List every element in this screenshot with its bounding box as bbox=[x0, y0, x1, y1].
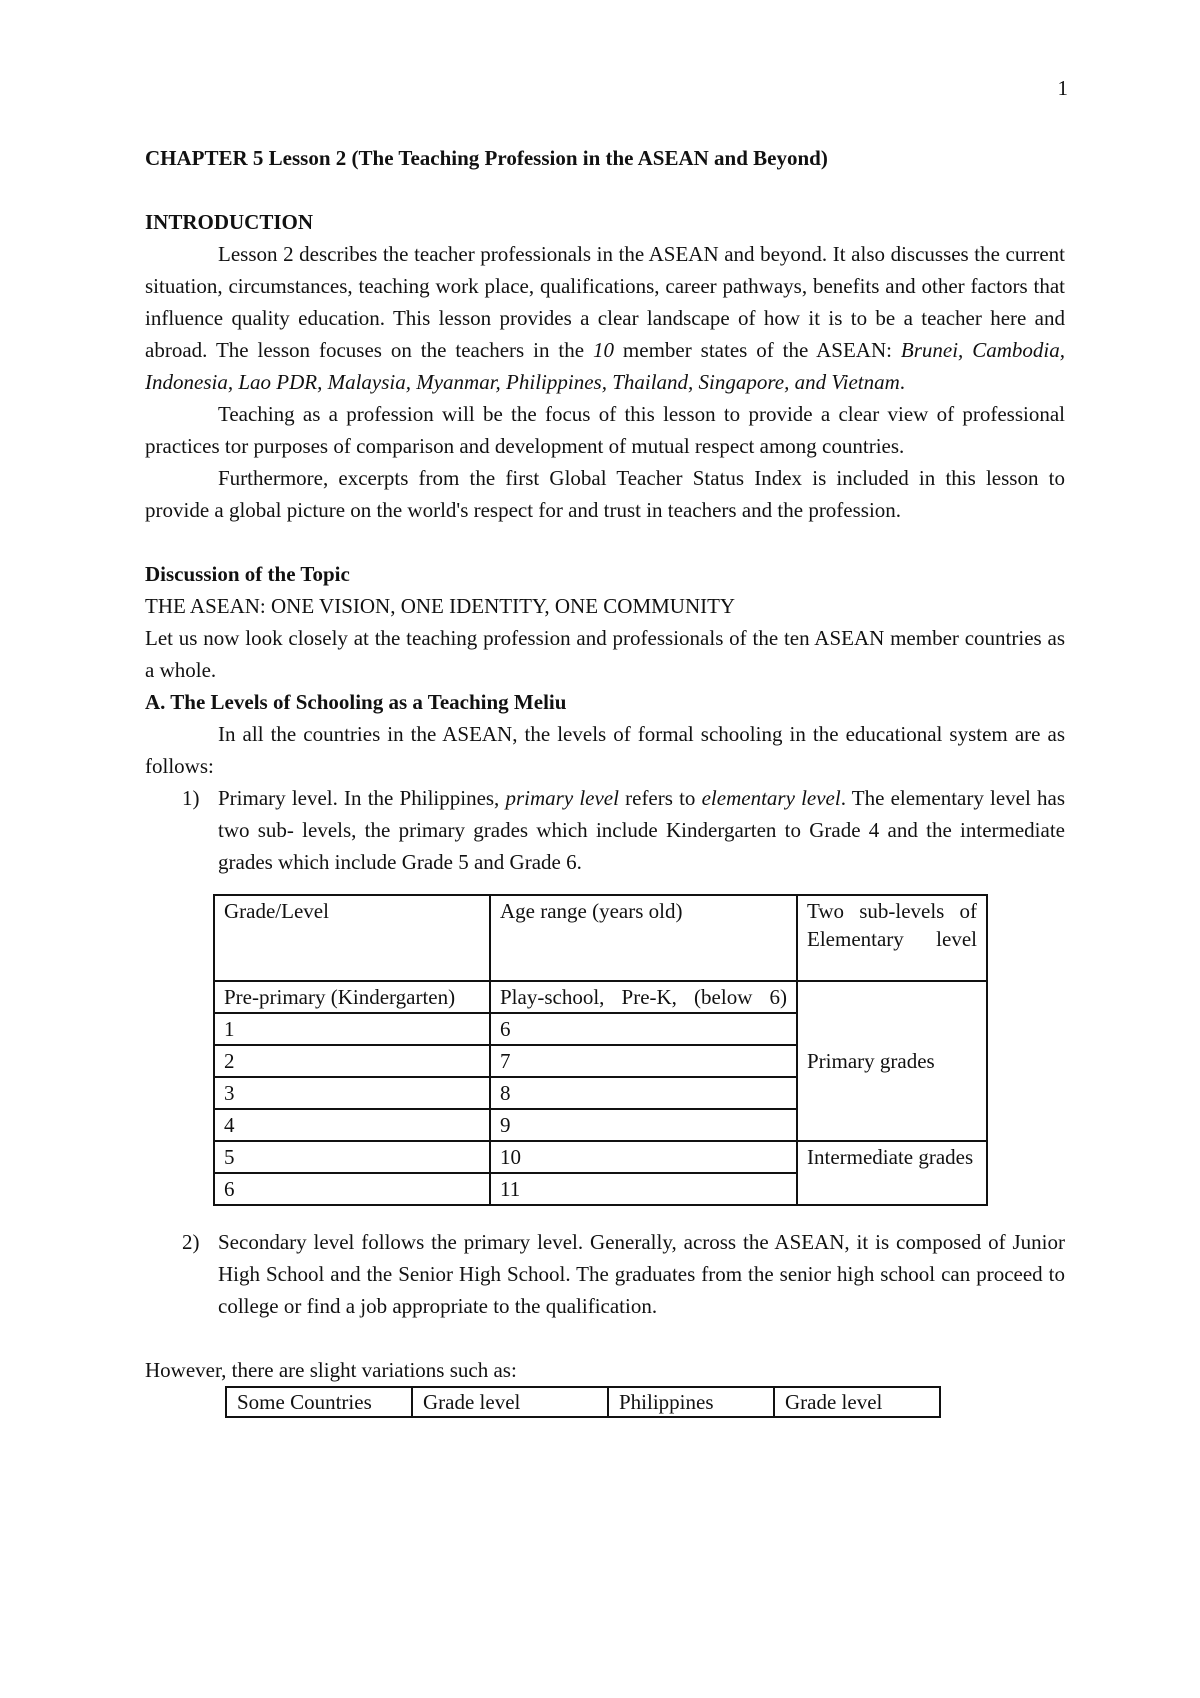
table-cell: Pre-primary (Kindergarten) bbox=[214, 981, 490, 1013]
table-header-cell: Grade level bbox=[774, 1387, 940, 1417]
table-row bbox=[214, 1141, 987, 1173]
table-cell: 11 bbox=[490, 1173, 797, 1205]
primary-grades-cell: Primary grades bbox=[797, 981, 987, 1141]
table-header-row bbox=[214, 895, 987, 981]
asean-subheading: THE ASEAN: ONE VISION, ONE IDENTITY, ONE COMMUNITY bbox=[145, 594, 736, 618]
discussion-intro: Let us now look closely at the teaching profession and professionals of the ten ASEAN member countries as a whole. bbox=[145, 626, 1065, 682]
page-number: 1 bbox=[1057, 76, 1068, 100]
table-cell: 6 bbox=[490, 1013, 797, 1045]
table-header-cell: Philippines bbox=[608, 1387, 774, 1417]
list-item-primary-level: 1) Primary level. In the Philippines, primary level refers to elementary level. The elementary level has two sub- levels, the primary grades which include Kindergarten to Grade 4 and the intermediate grades which include Grade 5 and Grade 6. bbox=[145, 782, 1065, 878]
document-body bbox=[145, 142, 1065, 1418]
table-cell: Play-school, Pre-K, (below 6) bbox=[490, 981, 797, 1013]
intermediate-grades-cell: Intermediate grades bbox=[797, 1141, 987, 1205]
table-header-row bbox=[226, 1387, 940, 1417]
table-cell: 7 bbox=[490, 1045, 797, 1077]
table-cell: 5 bbox=[214, 1141, 490, 1173]
discussion-heading: Discussion of the Topic bbox=[145, 562, 350, 586]
table-header-cell: Age range (years old) bbox=[490, 895, 797, 981]
table-header-cell: Grade/Level bbox=[214, 895, 490, 981]
section-a-heading: A. The Levels of Schooling as a Teaching Meliu bbox=[145, 690, 567, 714]
table-cell: 4 bbox=[214, 1109, 490, 1141]
introduction-paragraph-3: Furthermore, excerpts from the first Global Teacher Status Index is included in this lesson to provide a global picture on the world's respect for and trust in teachers and the profession. bbox=[145, 466, 1065, 522]
table-cell: 6 bbox=[214, 1173, 490, 1205]
table-row bbox=[214, 981, 987, 1013]
table-cell: 3 bbox=[214, 1077, 490, 1109]
variations-table bbox=[225, 1386, 941, 1418]
introduction-paragraph-1: Lesson 2 describes the teacher professionals in the ASEAN and beyond. It also discusses the current situation, circumstances, teaching work place, qualifications, career pathways, benefits and other factors that influence quality education. This lesson provides a clear landscape of how it is to be a teacher here and abroad. The lesson focuses on the teachers in the 10 member states of the ASEAN: Brunei, Cambodia, Indonesia, Lao PDR, Malaysia, Myanmar, Philippines, Thailand, Singapore, and Vietnam. bbox=[145, 242, 1065, 394]
introduction-paragraph-2: Teaching as a profession will be the focus of this lesson to provide a clear view of professional practices tor purposes of comparison and development of mutual respect among countries. bbox=[145, 402, 1065, 458]
grade-level-table bbox=[213, 894, 988, 1206]
table-cell: 8 bbox=[490, 1077, 797, 1109]
table-header-cell: Some Countries bbox=[226, 1387, 412, 1417]
list-number: 1) bbox=[182, 786, 200, 810]
section-a-intro: In all the countries in the ASEAN, the levels of formal schooling in the educational system are as follows: bbox=[145, 722, 1065, 778]
table-cell: 9 bbox=[490, 1109, 797, 1141]
introduction-heading: INTRODUCTION bbox=[145, 210, 314, 234]
table-cell: 1 bbox=[214, 1013, 490, 1045]
table-cell: 10 bbox=[490, 1141, 797, 1173]
table-cell: 2 bbox=[214, 1045, 490, 1077]
table-header-cell: Grade level bbox=[412, 1387, 608, 1417]
chapter-title: CHAPTER 5 Lesson 2 (The Teaching Profession in the ASEAN and Beyond) bbox=[145, 146, 828, 170]
list-number: 2) bbox=[182, 1230, 200, 1254]
variations-intro: However, there are slight variations such as: bbox=[145, 1358, 517, 1382]
table-header-cell: Two sub-levels of Elementary level bbox=[797, 895, 987, 981]
list-item-secondary-level: 2) Secondary level follows the primary level. Generally, across the ASEAN, it is composed of Junior High School and the Senior High School. The graduates from the senior high school can proceed to college or find a job appropriate to the qualification. bbox=[145, 1226, 1065, 1322]
